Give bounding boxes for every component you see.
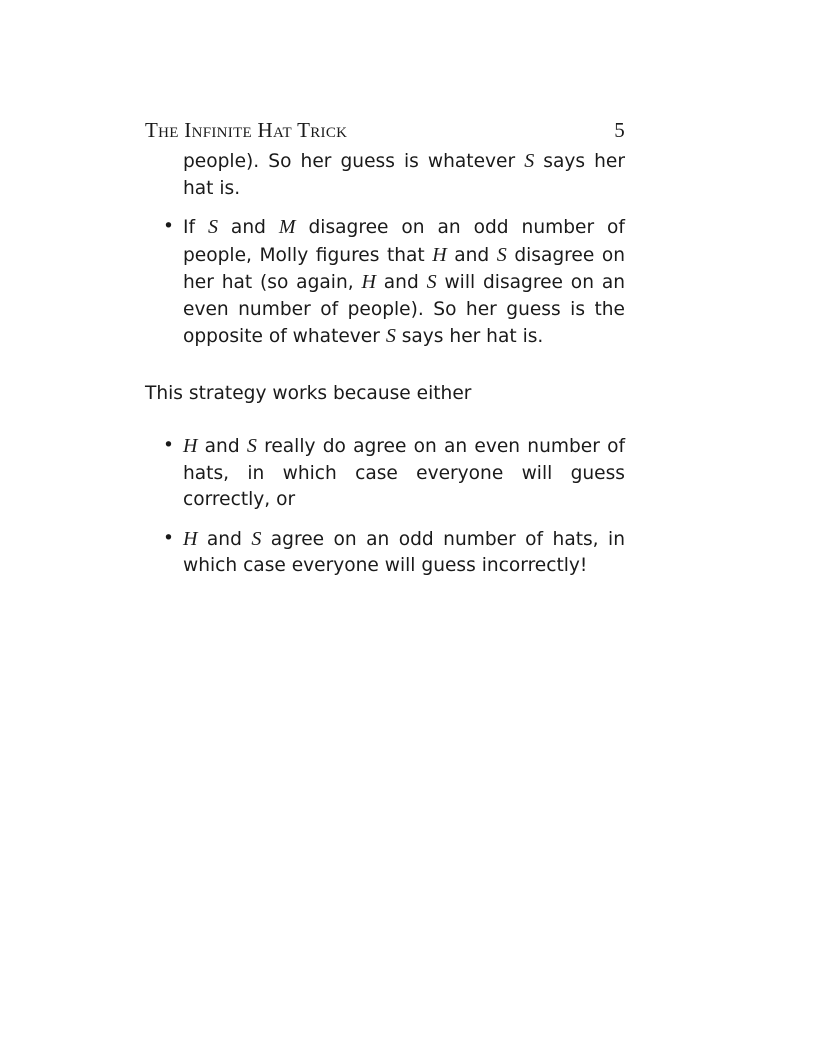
running-title: The Infinite Hat Trick — [145, 118, 348, 142]
text-run: really do agree on an even number of hats, in which case everyone will guess correctly, or — [183, 436, 625, 510]
page — [145, 118, 625, 580]
list-item — [145, 526, 625, 580]
text-run: will disagree on an even number of people). So her guess is the opposite of whatever — [183, 272, 625, 347]
text-run: people). So her guess is whatever — [183, 151, 525, 172]
text-run: agree on an odd number of hats, in which case everyone will guess incorrectly! — [183, 528, 625, 576]
text-run: says her hat is. — [395, 326, 544, 347]
running-head — [145, 118, 625, 148]
math-var: H — [183, 527, 198, 550]
bullet-icon: • — [163, 435, 174, 456]
text-run: and — [197, 436, 247, 457]
text-run: and — [446, 244, 497, 266]
text-run: If — [183, 217, 208, 238]
text-run: and — [217, 217, 279, 238]
bullet-list-2 — [145, 433, 625, 580]
page-number: 5 — [614, 118, 625, 142]
body — [145, 148, 625, 580]
bullet-icon: • — [163, 216, 174, 237]
list-item — [145, 214, 625, 351]
math-var: S — [426, 271, 437, 293]
math-var: H — [432, 243, 447, 266]
math-var: M — [278, 216, 296, 238]
math-var: S — [385, 325, 396, 347]
continued-list-item — [145, 148, 625, 202]
text-run: and — [197, 528, 252, 550]
bullet-list-1 — [145, 214, 625, 351]
math-var: S — [246, 435, 257, 457]
text-run: says her hat is. — [183, 151, 625, 199]
math-var: H — [183, 435, 198, 457]
math-var: H — [361, 271, 376, 293]
text-run: disagree on her hat (so again, — [183, 244, 625, 293]
text-run: disagree on an odd number of people, Molly figures that — [183, 217, 625, 266]
text-run: and — [375, 272, 427, 293]
math-var: S — [207, 216, 218, 238]
math-var: S — [251, 527, 262, 550]
math-var: S — [524, 150, 535, 172]
paragraph: This strategy works because either — [145, 382, 472, 404]
bullet-icon: • — [163, 527, 174, 549]
math-var: S — [496, 243, 507, 266]
list-item — [145, 433, 625, 514]
